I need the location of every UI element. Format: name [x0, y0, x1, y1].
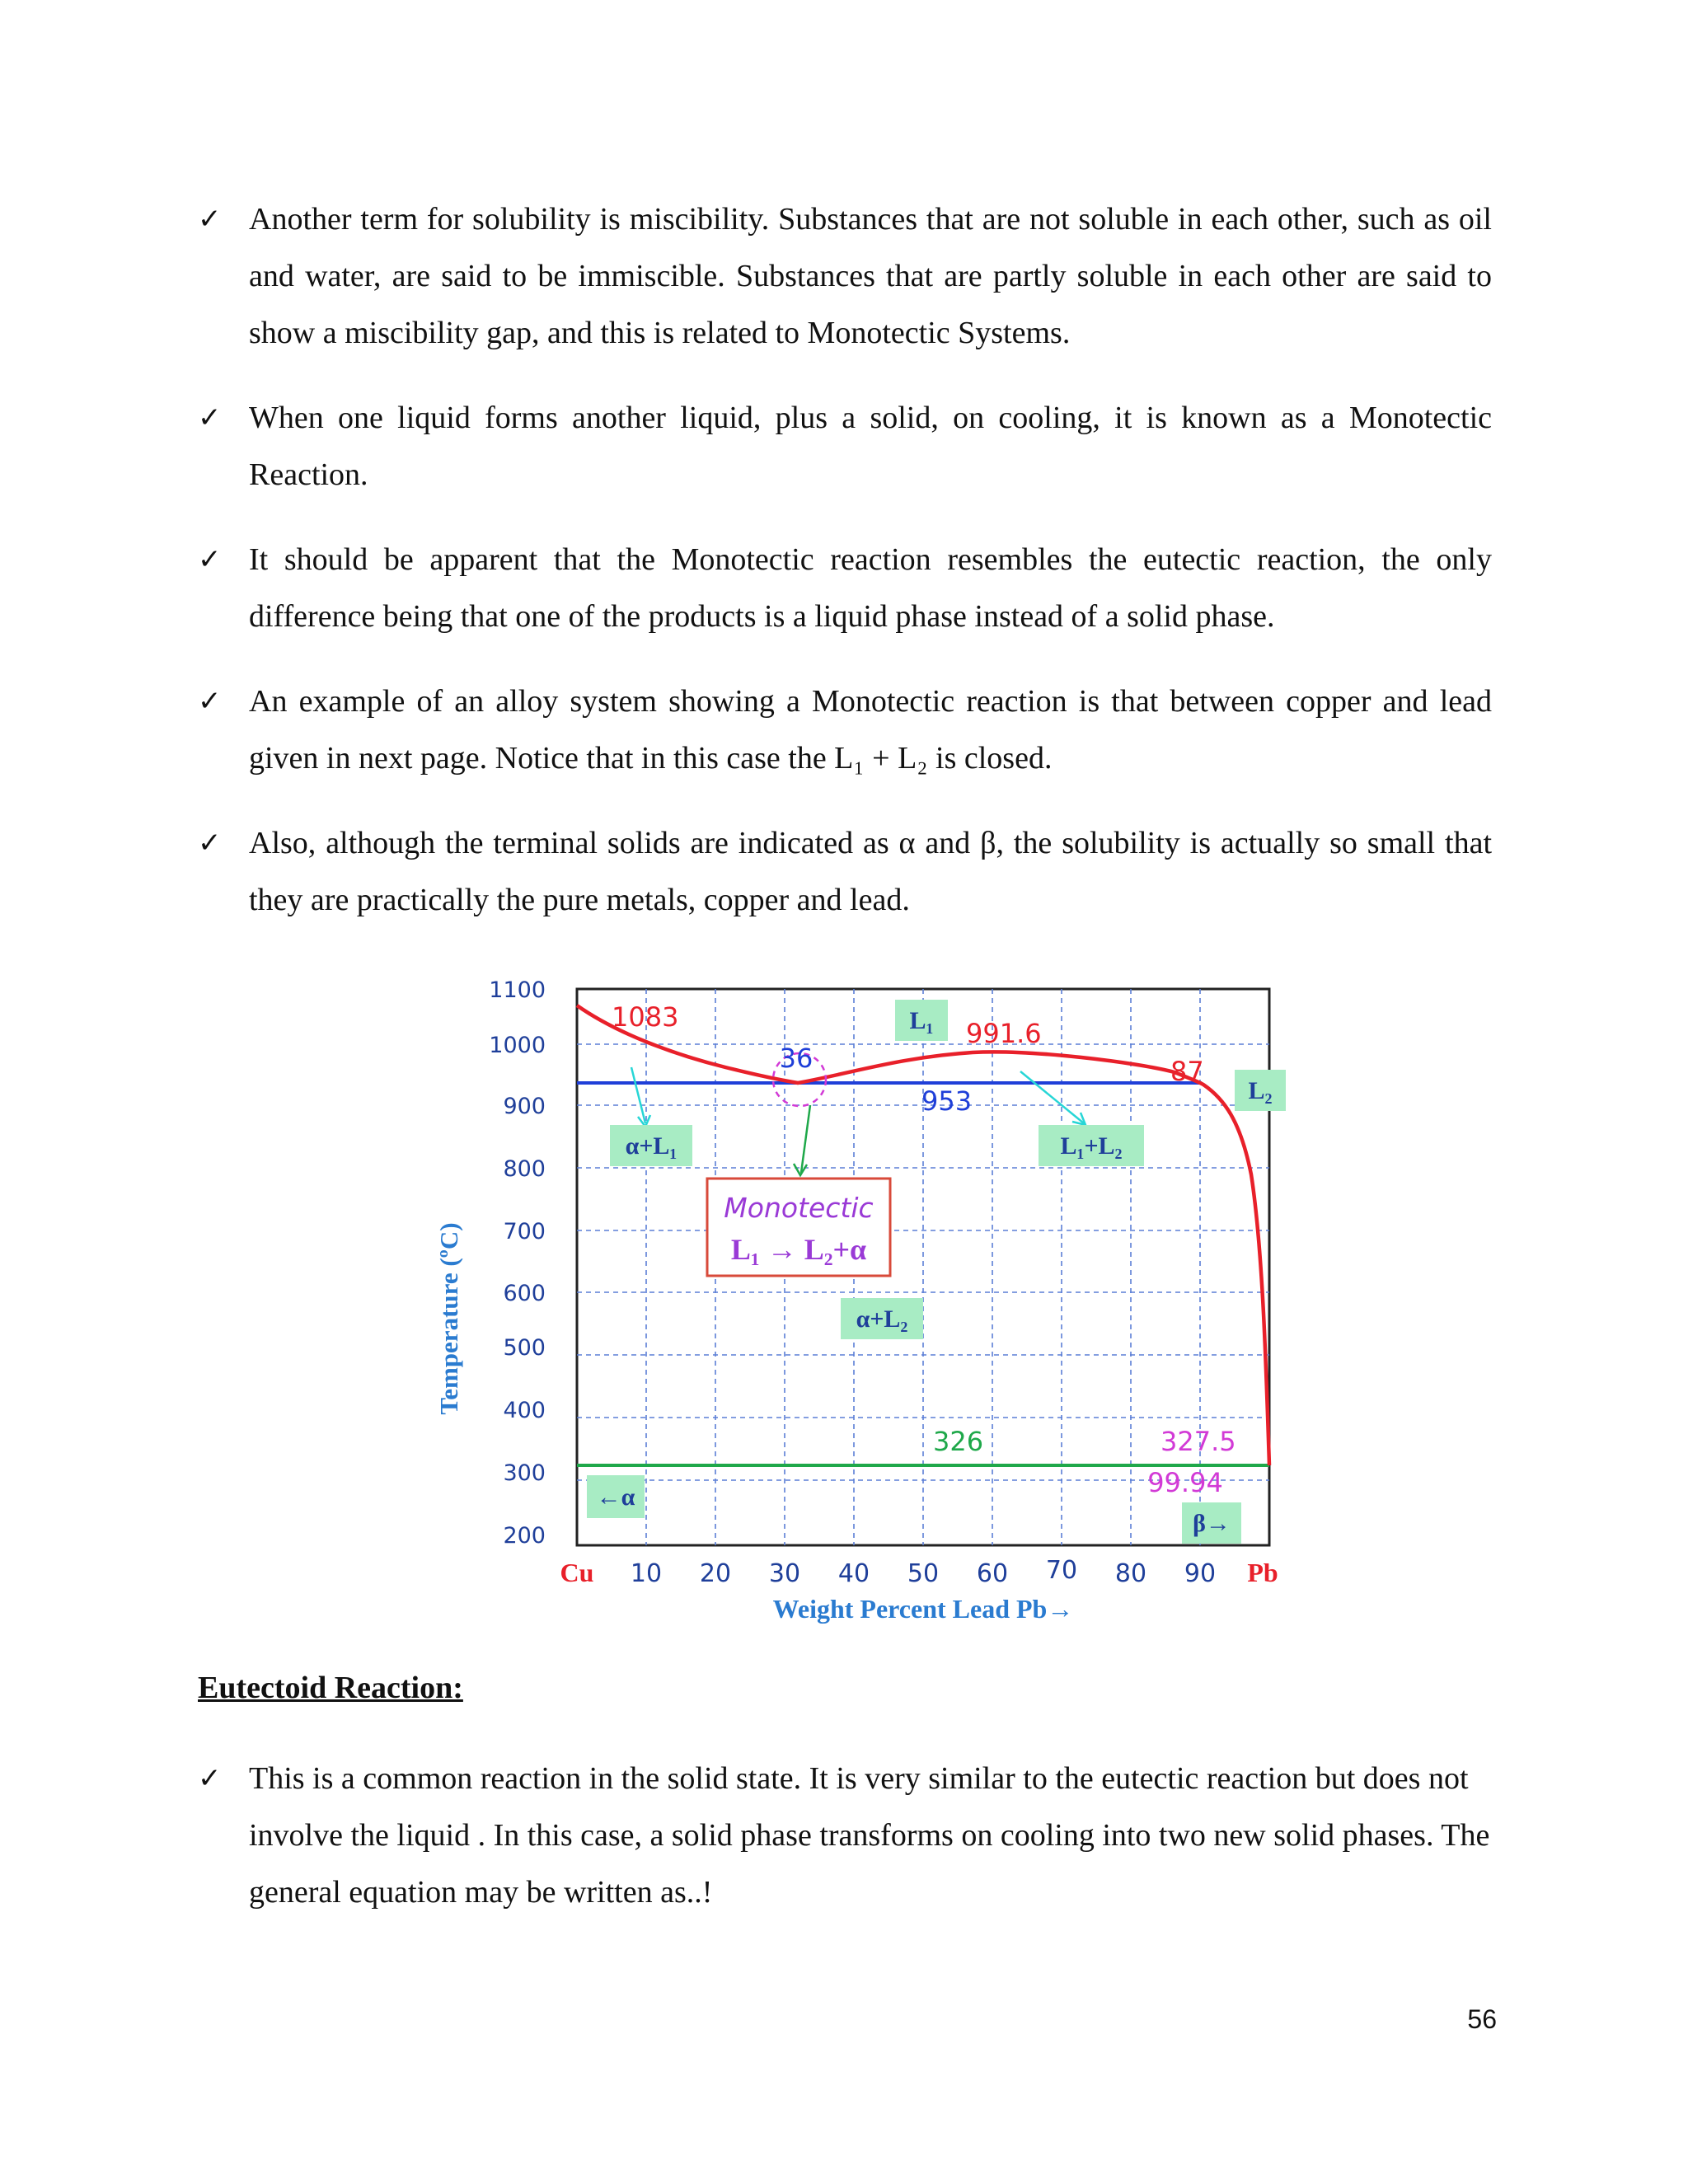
y-tick-label: 300 [503, 1460, 546, 1486]
phase-label: β→ [1193, 1510, 1231, 1537]
temp-label: 327.5 [1160, 1426, 1236, 1457]
bullet-text: Also, although the terminal solids are indicated as α and β, the solubility is actually so small that they are practically the pure metals, copper and lead. [249, 826, 1492, 917]
bullet-item [198, 191, 1492, 362]
bullet-text: An example of an alloy system showing a Monotectic reaction is that between copper and lead given in next page. Notice that in this case the L₁ + L₂ is closed. [249, 684, 1492, 776]
phase-label: α+L₁ [625, 1132, 678, 1160]
x-tick-label: 50 [907, 1559, 940, 1588]
y-tick-label: 1000 [489, 1033, 546, 1058]
checkmark-icon: ✓ [198, 401, 222, 434]
checkmark-icon: ✓ [198, 203, 222, 236]
bullet-item [198, 1750, 1492, 1921]
bullet-item [198, 532, 1492, 645]
bullet-item [198, 815, 1492, 929]
bullet-text: When one liquid forms another liquid, plus a solid, on cooling, it is known as a Monotectic Reaction. [249, 401, 1492, 492]
temp-label: 36 [779, 1043, 814, 1074]
temp-label: 326 [933, 1426, 984, 1457]
x-tick-label: 60 [976, 1559, 1009, 1588]
x-tick-label: 40 [837, 1559, 870, 1588]
y-tick-label: 500 [503, 1335, 546, 1361]
bullet-text: Another term for solubility is miscibility. Substances that are not soluble in each other, such as oil and water, are said to be immiscible. Substances that are partly soluble in each other are said to show a miscibility gap, and this is related to Monotectic Systems. [249, 202, 1492, 350]
reaction-title: Monotectic [724, 1192, 874, 1224]
x-tick-label: Cu [560, 1558, 594, 1587]
phase-label: α+L₂ [856, 1305, 908, 1333]
bullet-list [198, 1750, 1492, 1921]
cu-pb-phase-diagram [429, 977, 1319, 1636]
checkmark-icon: ✓ [198, 1762, 222, 1795]
x-tick-label: 70 [1045, 1556, 1078, 1585]
y-tick-label: 800 [503, 1156, 546, 1182]
temp-label: 953 [921, 1085, 973, 1117]
temp-label: 87 [1170, 1056, 1204, 1087]
phase-label: ←α [596, 1483, 635, 1511]
y-axis-label: Temperature (ºC) [434, 1222, 463, 1415]
x-tick-label: 90 [1184, 1559, 1217, 1588]
bullet-list [198, 191, 1492, 929]
bullet-item [198, 673, 1492, 787]
y-tick-label: 900 [503, 1094, 546, 1119]
x-tick-label: 10 [630, 1559, 663, 1588]
checkmark-icon: ✓ [198, 685, 222, 718]
phase-label: L₂ [1248, 1077, 1273, 1104]
y-tick-label: 400 [503, 1398, 546, 1423]
page-number: 56 [1467, 2004, 1497, 2034]
checkmark-icon: ✓ [198, 543, 222, 576]
y-tick-label: 600 [503, 1281, 546, 1306]
temp-label: 991.6 [966, 1018, 1042, 1049]
bullet-text: It should be apparent that the Monotectic reaction resembles the eutectic reaction, the only difference being that one of the products is a liquid phase instead of a solid phase. [249, 542, 1492, 634]
bullet-item [198, 390, 1492, 504]
y-tick-label: 1100 [489, 977, 546, 1003]
x-tick-label: 80 [1114, 1559, 1147, 1588]
checkmark-icon: ✓ [198, 827, 222, 860]
x-tick-label: 20 [699, 1559, 732, 1588]
section-heading: Eutectoid Reaction: [198, 1671, 463, 1705]
phase-label: L₁ [909, 1007, 934, 1034]
phase-label: L₁+L₂ [1060, 1132, 1123, 1160]
temp-label: 1083 [612, 1001, 679, 1033]
reaction-equation: L₁ → L₂+α [730, 1233, 867, 1266]
x-axis-label: Weight Percent Lead Pb→ [772, 1594, 1074, 1624]
y-tick-label: 200 [503, 1523, 546, 1549]
y-tick-label: 700 [503, 1219, 546, 1244]
bullet-text: This is a common reaction in the solid state. It is very similar to the eutectic reaction but does not involve the liquid . In this case, a solid phase transforms on cooling into two new solid phases. The general equation may be written as..! [249, 1761, 1490, 1910]
x-tick-label: Pb [1247, 1558, 1278, 1587]
x-tick-label: 30 [768, 1559, 801, 1588]
temp-label: 99.94 [1147, 1467, 1223, 1498]
